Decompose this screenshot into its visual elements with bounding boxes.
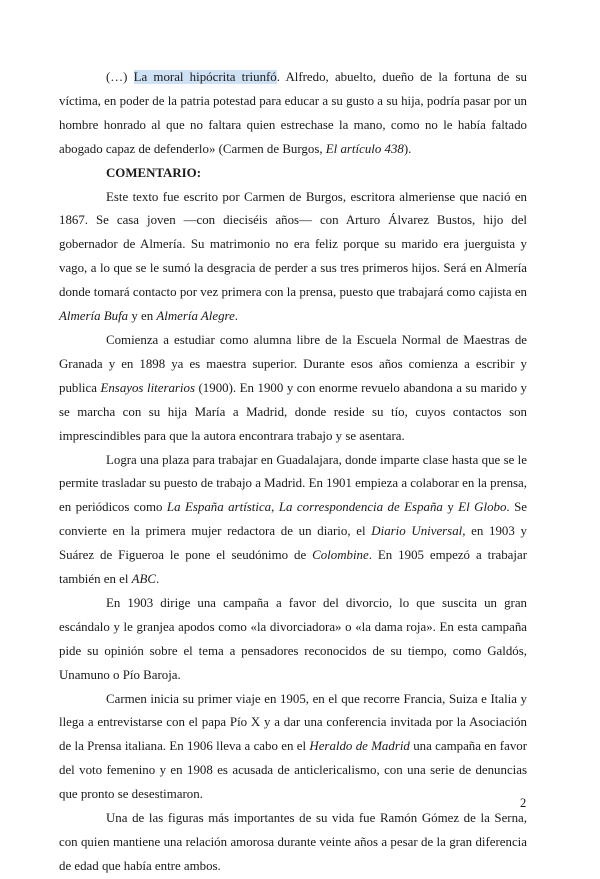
quote-paragraph: [59, 66, 527, 162]
italic-title: La correspondencia de España: [278, 500, 443, 515]
paragraph-3: Logra una plaza para trabajar en Guadalajara, donde imparte clase hasta que se le permite trasladar su puesto de trabajo a Madrid. En 1901 empieza a colaborar en la prensa, en periódicos como La España artística, La correspondencia de España y El Globo. Se convierte en la primera mujer redactora de un diario, el Diario Universal, en 1903 y Suárez de Figueroa le pone el seudónimo de Colombine. En 1905 empezó a trabajar también en el ABC.: [59, 452, 527, 587]
italic-title: Almería Alegre: [156, 309, 235, 324]
paragraph-5: Carmen inicia su primer viaje en 1905, en el que recorre Francia, Suiza e Italia y llega a entrevistarse con el papa Pío X y a dar una conferencia invitada por la Asociación de la Prensa italiana. En 1906 lleva a cabo en el Heraldo de Madrid una campaña en favor del voto femenino y en 1908 es acusada de anticlericalismo, con una serie de denuncias que pronto se desestimaron.: [59, 691, 528, 802]
paragraph-2: Comienza a estudiar como alumna libre de la Escuela Normal de Maestras de Granada y en 1898 ya es maestra superior. Durante esos años comienza a escribir y publica Ensayos literarios (1900). En 1900 y con enorme revuelo abandona a su marido y se marcha con su hija María a Madrid, donde reside su tío, cuyos contactos son imprescindibles para que la autora encontrara trabajo y se asentara.: [59, 332, 527, 443]
quote-text-end: ).: [403, 141, 412, 156]
paragraph-6: Una de las figuras más importantes de su vida fue Ramón Gómez de la Serna, con quien mantiene una relación amorosa durante veinte años a pesar de la gran diferencia de edad que había entre ambos.: [59, 811, 527, 873]
italic-title: La España artística: [166, 500, 272, 515]
highlighted-text[interactable]: La moral hipócrita triunfó: [133, 70, 277, 84]
italic-title: Ensayos literarios: [100, 380, 195, 395]
work-title: El artículo 438: [325, 141, 404, 156]
paragraph-4: En 1903 dirige una campaña a favor del divorcio, lo que suscita un gran escándalo y le granjea apodos como «la divorciadora» o «la dama roja». En esta campaña pide su opinión sobre el tema a pensadores reconocidos de su tiempo, como Galdós, Unamuno o Pío Baroja.: [59, 595, 527, 682]
page-number: 2: [520, 796, 527, 810]
italic-title: Almería Bufa: [59, 309, 129, 324]
italic-title: ABC: [131, 572, 157, 587]
italic-title: Heraldo de Madrid: [309, 739, 410, 754]
italic-title: Colombine: [312, 548, 369, 563]
section-heading: COMENTARIO:: [106, 165, 202, 180]
quote-ellipsis: (…): [106, 70, 134, 84]
italic-title: Diario Universal: [371, 524, 463, 539]
paragraph-1: Este texto fue escrito por Carmen de Burgos, escritora almeriense que nació en 1867. Se casa joven —con dieciséis años— con Arturo Álvarez Bustos, hijo del gobernador de Almería. Su matrimonio no era feliz porque su marido era juerguista y vago, a lo que se le sumó la desgracia de perder a sus tres primeros hijos. Será en Almería donde tomará contacto por vez primera con la prensa, puesto que trabajará como cajista en Almería Bufa y en Almería Alegre.: [59, 189, 527, 324]
italic-title: El Globo: [458, 500, 507, 515]
document-body: [59, 66, 527, 879]
quote-text: . Alfredo, abuelto, dueño de la fortuna de su víctima, en poder de la patria potestad para educar a su gusto a su hija, podría pasar por un hombre honrado al que no faltara quien estrechase la mano, como no le había faltado abogado capaz de defenderlo» (Carmen de Burgos,: [59, 70, 528, 156]
